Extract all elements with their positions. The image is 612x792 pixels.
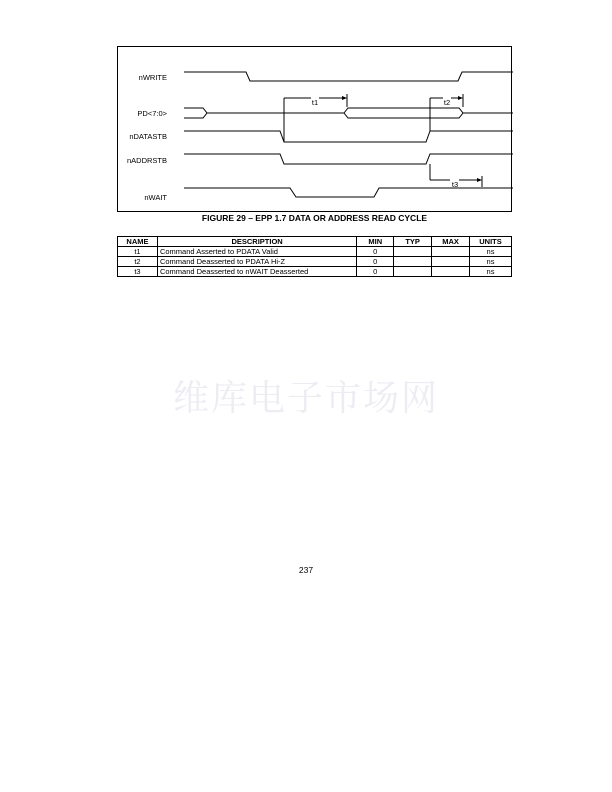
header-max: MAX — [432, 237, 470, 247]
header-typ: TYP — [394, 237, 432, 247]
ndatastb-waveform — [184, 131, 513, 142]
signal-label-pd: PD<7:0> — [137, 109, 167, 118]
nwrite-waveform — [184, 72, 513, 81]
cell-min: 0 — [357, 257, 394, 267]
t1-arrowhead — [342, 96, 347, 100]
t2-arrowhead — [458, 96, 463, 100]
timing-label-t2: t2 — [443, 98, 451, 107]
cell-typ — [394, 267, 432, 277]
page-number: 237 — [298, 565, 314, 575]
cell-typ — [394, 257, 432, 267]
cell-max — [432, 247, 470, 257]
pd-bus-valid — [344, 108, 463, 118]
figure-caption: FIGURE 29 – EPP 1.7 DATA OR ADDRESS READ CYCLE — [201, 213, 428, 223]
cell-units: ns — [470, 257, 512, 267]
header-units: UNITS — [470, 237, 512, 247]
header-description: DESCRIPTION — [157, 237, 356, 247]
watermark-text: 维库电子市场网 — [172, 378, 439, 419]
timing-label-t3: t3 — [451, 180, 459, 189]
table-header-row — [118, 237, 512, 247]
cell-max — [432, 267, 470, 277]
signal-label-naddrstb: nADDRSTB — [126, 156, 167, 165]
signal-label-nwait: nWAIT — [144, 193, 167, 202]
timing-diagram — [118, 47, 513, 213]
cell-min: 0 — [357, 247, 394, 257]
header-min: MIN — [357, 237, 394, 247]
nwait-waveform — [184, 188, 513, 197]
table-row — [118, 247, 512, 257]
signal-label-nwrite: nWRITE — [138, 73, 167, 82]
cell-description: Command Asserted to PDATA Valid — [157, 247, 356, 257]
cell-max — [432, 257, 470, 267]
cell-units: ns — [470, 267, 512, 277]
naddrstb-waveform — [184, 154, 513, 164]
signal-label-ndatastb: nDATASTB — [129, 132, 167, 141]
timing-parameters-table — [117, 236, 512, 277]
cell-name: t3 — [118, 267, 158, 277]
cell-min: 0 — [357, 267, 394, 277]
pd-bus-waveform — [184, 108, 207, 118]
cell-typ — [394, 247, 432, 257]
cell-units: ns — [470, 247, 512, 257]
cell-name: t2 — [118, 257, 158, 267]
timing-diagram-frame — [117, 46, 512, 212]
cell-description: Command Deasserted to PDATA Hi-Z — [157, 257, 356, 267]
cell-description: Command Deasserted to nWAIT Deasserted — [157, 267, 356, 277]
table-row — [118, 267, 512, 277]
t3-arrowhead — [477, 178, 482, 182]
cell-name: t1 — [118, 247, 158, 257]
timing-label-t1: t1 — [311, 98, 319, 107]
table-row — [118, 257, 512, 267]
header-name: NAME — [118, 237, 158, 247]
